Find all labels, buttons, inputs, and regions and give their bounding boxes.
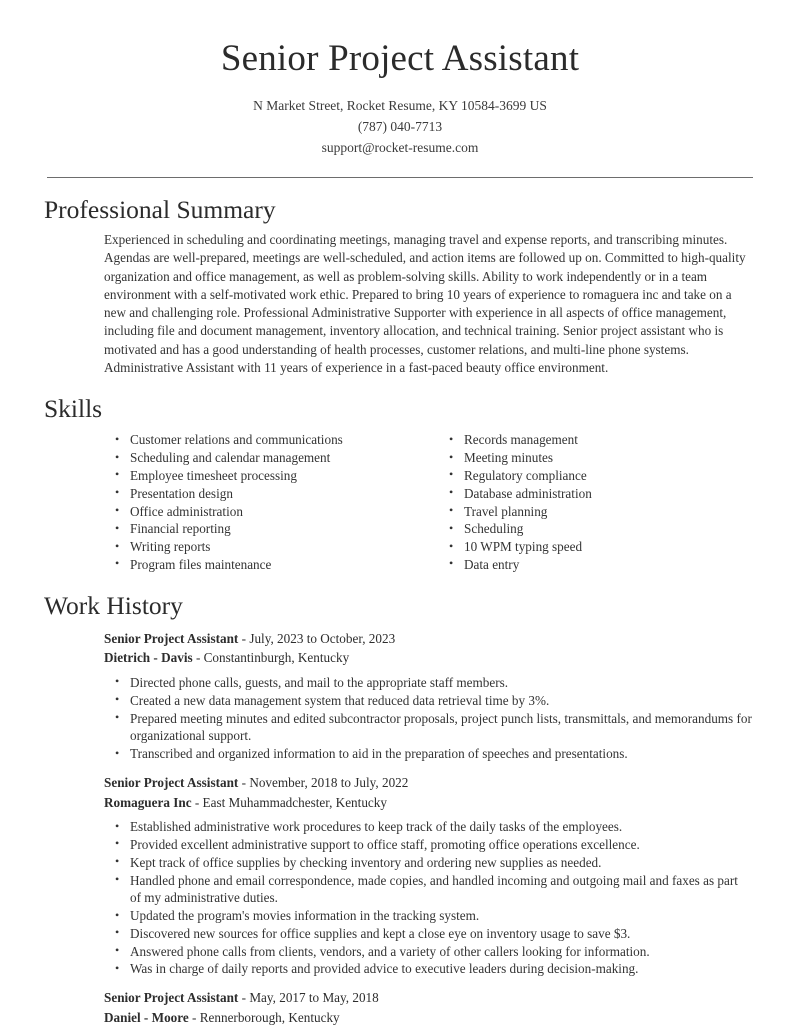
job-company-separator: - (192, 650, 204, 666)
job-location: Rennerborough, Kentucky (199, 1009, 340, 1025)
job-title-separator: - (238, 774, 250, 790)
list-item: • Office administration (121, 503, 430, 521)
job-bullet-list (104, 668, 756, 763)
work-history-body (44, 622, 756, 1028)
job-dates: November, 2018 to July, 2022 (249, 774, 409, 790)
list-item: • Meeting minutes (455, 449, 756, 467)
job-title-separator: - (238, 630, 250, 646)
list-item: • Database administration (455, 485, 756, 503)
job-title: Senior Project Assistant (104, 630, 239, 646)
list-item: • Employee timesheet processing (121, 467, 430, 485)
list-item: • Scheduling (455, 520, 756, 538)
list-item: • Scheduling and calendar management (121, 449, 430, 467)
list-item: • Transcribed and organized information to aid in the preparation of speeches and presentations. (121, 745, 756, 763)
skills-list-left (104, 431, 430, 573)
work-history-entry (104, 763, 756, 978)
summary-body (44, 226, 756, 377)
job-title-line (104, 629, 756, 649)
list-item: • Customer relations and communications (121, 431, 430, 449)
job-location: East Muhammadchester, Kentucky (202, 794, 387, 810)
list-item: • Directed phone calls, guests, and mail to the appropriate staff members. (121, 674, 756, 692)
list-item: • Answered phone calls from clients, vendors, and a variety of other callers looking for information. (121, 943, 756, 961)
list-item: • Presentation design (121, 485, 430, 503)
list-item: • 10 WPM typing speed (455, 538, 756, 556)
job-company: Romaguera Inc (104, 794, 192, 810)
list-item: • Prepared meeting minutes and edited subcontractor proposals, project punch lists, transmittals, and memorandums for organizational support. (121, 710, 756, 746)
contact-email: support@rocket-resume.com (321, 140, 479, 155)
section-work-history (0, 574, 800, 1028)
section-skills (0, 377, 800, 573)
job-dates: July, 2023 to October, 2023 (249, 630, 396, 646)
skills-column-left (104, 431, 430, 573)
job-title-line (104, 988, 756, 1008)
list-item: • Was in charge of daily reports and provided advice to executive leaders during decision-making. (121, 960, 756, 978)
job-company: Daniel - Moore (104, 1009, 189, 1025)
work-history-entry (104, 622, 756, 763)
job-title: Senior Project Assistant (104, 774, 239, 790)
list-item: • Regulatory compliance (455, 467, 756, 485)
summary-text: Experienced in scheduling and coordinating meetings, managing travel and expense reports, and transcribing minutes. Agendas are well-prepared, meetings are well-scheduled, and action items are followed up on. Committed to high-quality organization and office management, as well as problem-solving skills. Ability to work independently or in a team environment with a self-motivated work ethic. Prepared to bring 10 years of experience to romaguera inc and take on a new and challenging role. Professional Administrative Supporter with experience in all aspects of office management, including file and document management, inventory allocation, and technical training. Senior project assistant who is motivated and has a good understanding of health processes, customer relations, and multi-line phone systems. Administrative Assistant with 11 years of experience in a fast-paced beauty office environment. (104, 232, 746, 376)
page-title: Senior Project Assistant (220, 38, 580, 79)
list-item: • Kept track of office supplies by checking inventory and ordering new supplies as needed. (121, 854, 756, 872)
list-item: • Writing reports (121, 538, 430, 556)
job-title: Senior Project Assistant (104, 990, 239, 1006)
job-title-separator: - (238, 990, 250, 1006)
contact-block (0, 95, 800, 158)
job-company-separator: - (188, 1009, 200, 1025)
job-company-line (104, 648, 756, 668)
list-item: • Provided excellent administrative support to office staff, promoting office operations excellence. (121, 836, 756, 854)
list-item: • Handled phone and email correspondence, made copies, and handled incoming and outgoing mail and faxes as part of my administrative duties. (121, 872, 756, 908)
job-company-line (104, 1008, 756, 1028)
list-item: • Program files maintenance (121, 556, 430, 574)
skills-list-right (438, 431, 756, 573)
section-professional-summary (0, 178, 800, 377)
job-bullet-list (104, 812, 756, 978)
list-item: • Travel planning (455, 503, 756, 521)
list-item: • Updated the program's movies information in the tracking system. (121, 907, 756, 925)
job-title-line (104, 773, 756, 793)
section-heading-skills: Skills (44, 394, 103, 424)
skills-body (44, 425, 756, 573)
list-item: • Discovered new sources for office supplies and kept a close eye on inventory usage to save $3. (121, 925, 756, 943)
list-item: • Data entry (455, 556, 756, 574)
contact-address: N Market Street, Rocket Resume, KY 10584-3699 US (253, 98, 547, 113)
job-company-separator: - (191, 794, 203, 810)
list-item: • Created a new data management system that reduced data retrieval time by 3%. (121, 692, 756, 710)
list-item: • Established administrative work procedures to keep track of the daily tasks of the employees. (121, 818, 756, 836)
skills-column-right (430, 431, 756, 573)
job-location: Constantinburgh, Kentucky (203, 650, 350, 666)
job-company-line (104, 793, 756, 813)
list-item: • Records management (455, 431, 756, 449)
skills-columns (104, 425, 756, 573)
job-company: Dietrich - Davis (104, 650, 193, 666)
section-heading-work-history: Work History (44, 590, 183, 620)
section-heading-summary: Professional Summary (44, 195, 276, 224)
contact-phone: (787) 040-7713 (357, 119, 443, 134)
list-item: • Financial reporting (121, 520, 430, 538)
work-history-entry (104, 978, 756, 1027)
resume-header (0, 0, 800, 178)
job-dates: May, 2017 to May, 2018 (249, 990, 379, 1006)
